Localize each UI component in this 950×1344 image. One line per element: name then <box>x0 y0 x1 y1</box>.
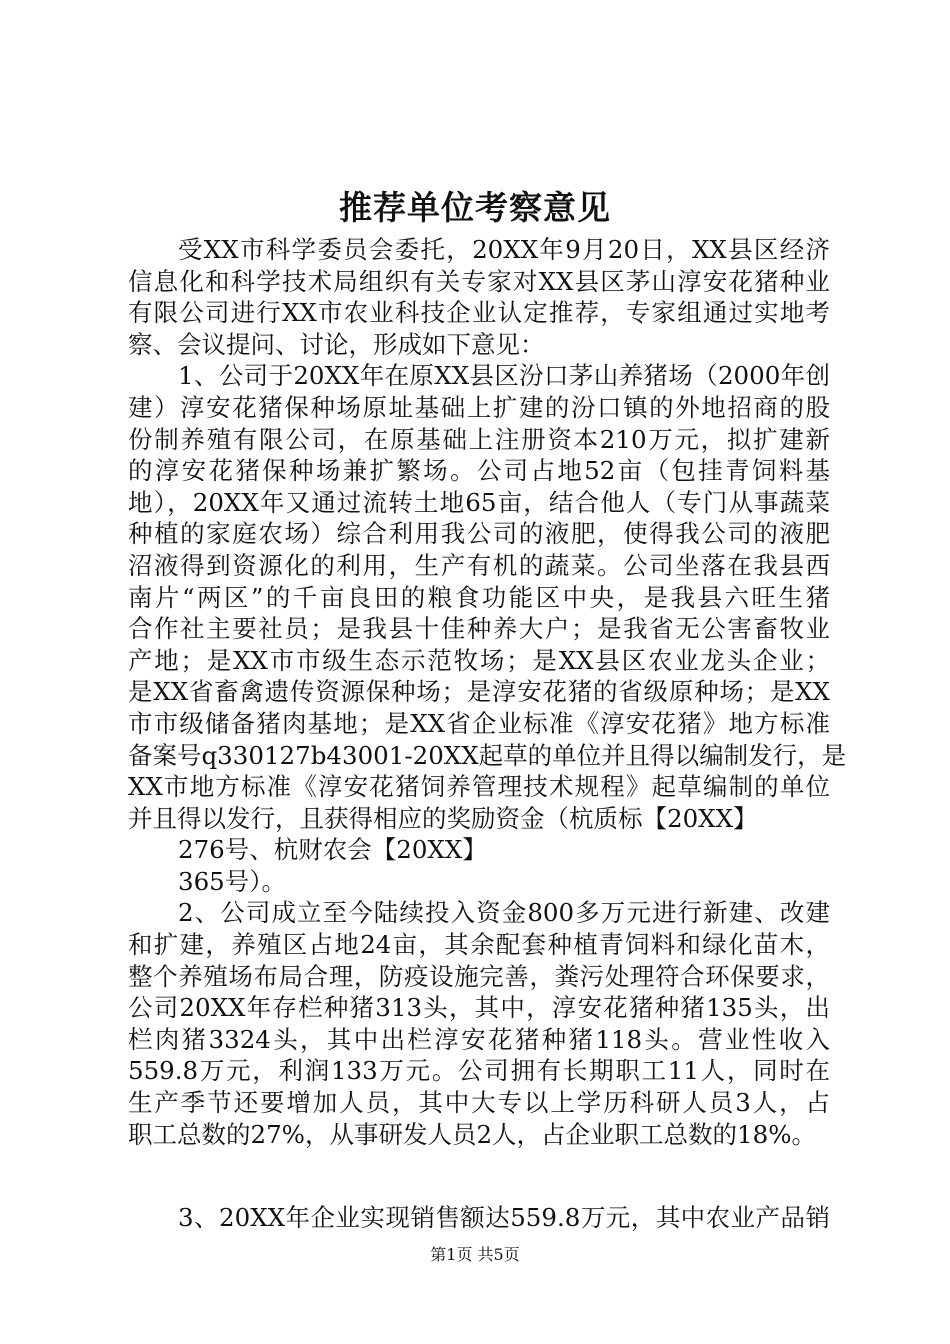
paragraph-line: 有限公司进行XX市农业科技企业认定推荐，专家组通过实地考 <box>128 298 830 328</box>
paragraph-line: 559.8万元，利润133万元。公司拥有长期职工11人，同时在 <box>128 1056 830 1086</box>
paragraph-line: XX市地方标准《淳安花猪饲养管理技术规程》起草编制的单位 <box>128 772 830 802</box>
paragraph-line: 365号）。 <box>178 866 287 896</box>
paragraph-line: 和扩建，养殖区占地24亩，其余配套种植青饲料和绿化苗木， <box>128 930 830 960</box>
paragraph-line: 276号、杭财农会【20XX】 <box>178 835 487 865</box>
paragraph-line: 察、会议提问、讨论，形成如下意见： <box>128 329 545 359</box>
paragraph-line: 信息化和科学技术局组织有关专家对XX县区茅山淳安花猪种业 <box>128 266 830 296</box>
paragraph-line: 生产季节还要增加人员，其中大专以上学历科研人员3人，占 <box>128 1088 830 1118</box>
paragraph-line: 受XX市科学委员会委托，20XX年9月20日，XX县区经济 <box>178 235 830 264</box>
paragraph-line: 产地；是XX市市级生态示范牧场；是XX县区农业龙头企业； <box>128 645 830 675</box>
paragraph-line: 份制养殖有限公司，在原基础上注册资本210万元，拟扩建新 <box>128 424 830 454</box>
paragraph-line: 栏肉猪3324头，其中出栏淳安花猪种猪118头。营业性收入 <box>128 1024 830 1054</box>
paragraph-line: 3、20XX年企业实现销售额达559.8万元，其中农业产品销 <box>178 1203 830 1233</box>
paragraph-line: 市市级储备猪肉基地；是XX省企业标准《淳安花猪》地方标准 <box>128 708 830 738</box>
paragraph-line: 2、公司成立至今陆续投入资金800多万元进行新建、改建 <box>178 898 830 928</box>
page-number-footer: 第1页 共5页 <box>430 1245 520 1264</box>
paragraph-line: 整个养殖场布局合理，防疫设施完善，粪污处理符合环保要求， <box>128 961 830 991</box>
paragraph-line: 备案号q330127b43001-20XX起草的单位并且得以编制发行，是 <box>128 740 847 770</box>
paragraph-line: 的淳安花猪保种场兼扩繁场。公司占地52亩（包挂青饲料基 <box>128 456 830 486</box>
paragraph-line: 职工总数的27%，从事研发人员2人，占企业职工总数的18%。 <box>128 1119 816 1149</box>
document-title: 推荐单位考察意见 <box>339 188 611 227</box>
document-body <box>128 234 847 1234</box>
paragraph-gap <box>128 1150 830 1202</box>
paragraph-line: 1、公司于20XX年在原XX县区汾口茅山养猪场（2000年创 <box>178 361 830 391</box>
paragraph-line: 是XX省畜禽遗传资源保种场；是淳安花猪的省级原种场；是XX <box>128 677 830 707</box>
paragraph-line: 种植的家庭农场）综合利用我公司的液肥，使得我公司的液肥 <box>128 519 830 549</box>
paragraph-line: 南片“两区”的千亩良田的粮食功能区中央，是我县六旺生猪 <box>128 582 830 612</box>
paragraph-line: 建）淳安花猪保种场原址基础上扩建的汾口镇的外地招商的股 <box>128 392 830 422</box>
paragraph-line: 合作社主要社员；是我县十佳种养大户；是我省无公害畜牧业 <box>128 614 830 644</box>
paragraph-line: 公司20XX年存栏种猪313头，其中，淳安花猪种猪135头，出 <box>128 993 830 1023</box>
paragraph-line: 并且得以发行，且获得相应的奖励资金（杭质标【20XX】 <box>128 803 758 833</box>
paragraph-line: 沼液得到资源化的利用，生产有机的蔬菜。公司坐落在我县西 <box>128 550 830 580</box>
paragraph-line: 地），20XX年又通过流转土地65亩，结合他人（专门从事蔬菜 <box>128 487 830 517</box>
